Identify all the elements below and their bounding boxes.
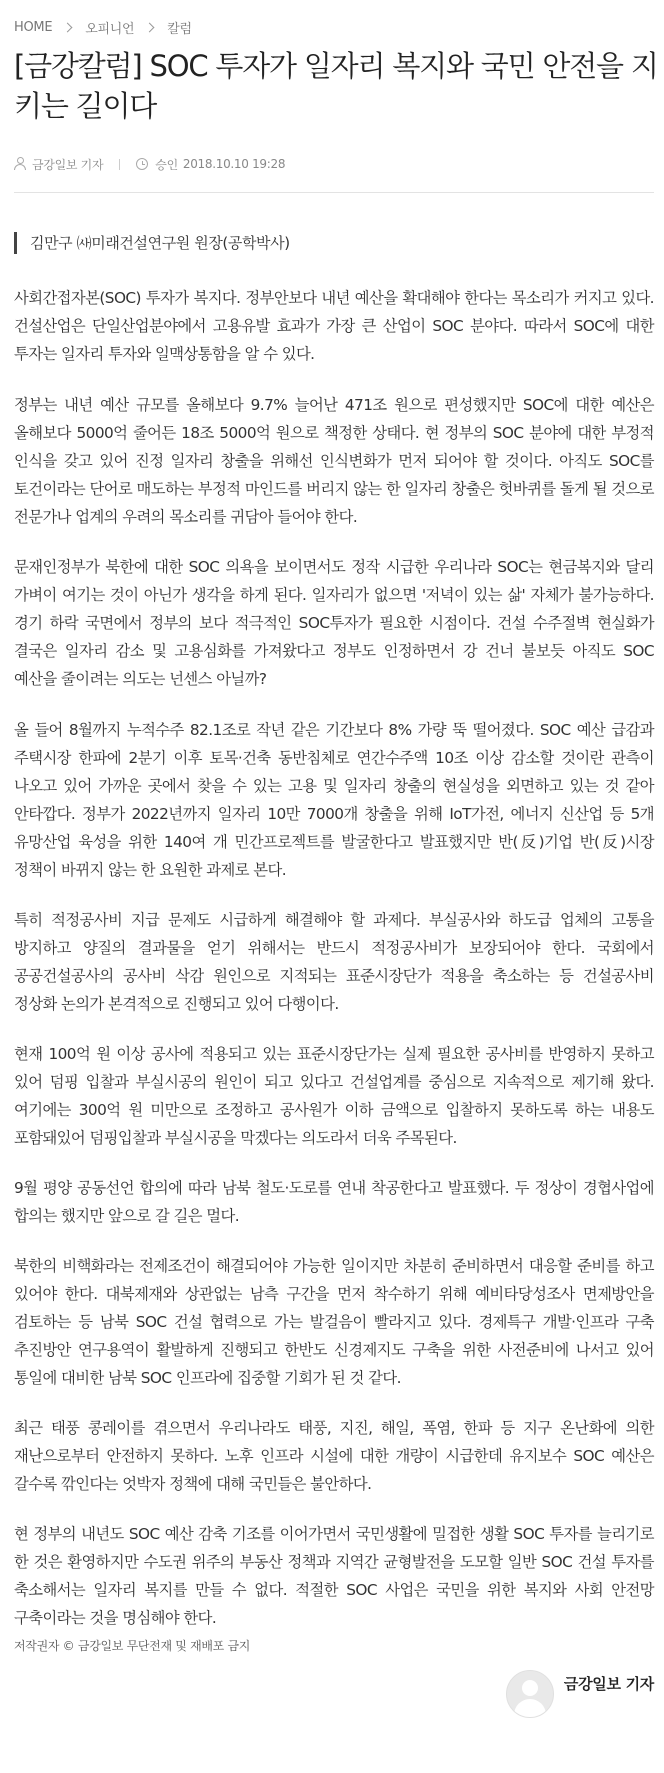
- article-paragraph: 특히 적정공사비 지급 문제도 시급하게 해결해야 할 과제다. 부실공사와 하도급 업체의 고통을 방지하고 양질의 결과물을 얻기 위해서는 반드시 적정공사비가 보장되어야 한다. 국회에서 공공건설공사의 공사비 삭감 원인으로 지적되는 표준시장단가 적용을 축소하는 등 건설공사비 정상화 논의가 본격적으로 진행되고 있어 다행이다.: [14, 911, 654, 1013]
- article-paragraph: 최근 태풍 콩레이를 겪으면서 우리나라도 태풍, 지진, 해일, 폭염, 한파 등 지구 온난화에 의한 재난으로부터 안전하지 못하다. 노후 인프라 시설에 대한 개량이 시급한데 유지보수 SOC 예산은 갈수록 깎인다는 엇박자 정책에 대해 국민들은 불안하다.: [14, 1419, 654, 1493]
- article-paragraph: 올 들어 8월까지 누적수주 82.1조로 작년 같은 기간보다 8% 가량 뚝 떨어졌다. SOC 예산 급감과 주택시장 한파에 2분기 이후 토목·건축 동반침체로 연간수주액 10조 이상 감소할 것이란 관측이 나오고 있어 가까운 곳에서 찾을 수 있는 고용 및 일자리 창출의 현실성을 외면하고 있는 것 같아 안타깝다. 정부가 2022년까지 일자리 10만 7000개 창출을 위해 IoT가전, 에너지 신산업 등 5개 유망산업 육성을 위한 140여 개 민간프로젝트를 발굴한다고 발표했지만 반(反)기업 반(反)시장 정책이 바뀌지 않는 한 요원한 과제로 본다.: [14, 721, 654, 879]
- article-body: [14, 284, 654, 1632]
- article-subtitle: 김만구 ㈔미래건설연구원 원장(공학박사): [14, 232, 290, 254]
- article-paragraph: 사회간접자본(SOC) 투자가 복지다. 정부안보다 내년 예산을 확대해야 한다는 목소리가 커지고 있다. 건설산업은 단일산업분야에서 고용유발 효과가 가장 큰 산업이 SOC 분야다. 따라서 SOC에 대한 투자는 일자리 투자와 일맥상통함을 알 수 있다.: [14, 289, 654, 363]
- author-name[interactable]: 금강일보 기자: [563, 1674, 654, 1693]
- article-paragraph: 북한의 비핵화라는 전제조건이 해결되어야 가능한 일이지만 차분히 준비하면서 대응할 준비를 하고 있어야 한다. 대북제재와 상관없는 남측 구간을 먼저 착수하기 위해 예비타당성조사 면제방안을 검토하는 등 남북 SOC 건설 협력으로 가는 발걸음이 빨라지고 있다. 경제특구 개발·인프라 구축 추진방안 연구용역이 활발하게 진행되고 한반도 신경제지도 구축을 위한 사전준비에 나서고 있어 통일에 대비한 남북 SOC 인프라에 집중할 기회가 된 것 같다.: [14, 1257, 654, 1387]
- article-title: [금강칼럼] SOC 투자가 일자리 복지와 국민 안전을 지키는 길이다: [14, 49, 658, 123]
- breadcrumb-opinion-link[interactable]: 오피니언: [85, 21, 135, 37]
- approved-label: 승인: [155, 157, 178, 172]
- author-box[interactable]: [506, 1664, 654, 1724]
- approved-datetime: 2018.10.10 19:28: [182, 157, 286, 171]
- article-paragraph: 현재 100억 원 이상 공사에 적용되고 있는 표준시장단가는 실제 필요한 공사비를 반영하지 못하고 있어 덤핑 입찰과 부실시공의 원인이 되고 있다고 건설업계를 중심으로 지속적으로 제기해 왔다. 여기에는 300억 원 미만으로 조정하고 공사원가 이하 금액으로 입찰하지 못하도록 하는 내용도 포함돼있어 덤핑입찰과 부실시공을 막겠다는 의도라서 더욱 주목된다.: [14, 1045, 654, 1147]
- breadcrumb-home-link[interactable]: HOME: [14, 19, 53, 35]
- article-paragraph: 정부는 내년 예산 규모를 올해보다 9.7% 늘어난 471조 원으로 편성했지만 SOC에 대한 예산은 올해보다 5000억 줄어든 18조 5000억 원으로 책정한 상태다. 현 정부의 SOC 분야에 대한 부정적 인식을 갖고 있어 진정 일자리 창출을 위해선 인식변화가 먼저 되어야 할 것이다. 아직도 SOC를 토건이라는 단어로 매도하는 부정적 마인드를 버리지 않는 한 일자리 창출은 헛바퀴를 돌게 될 것으로 전문가나 업계의 우려의 목소리를 귀담아 들어야 한다.: [14, 396, 654, 526]
- breadcrumb-column-link[interactable]: 칼럼: [167, 21, 192, 37]
- chevron-right-icon: [145, 22, 155, 32]
- header-divider: [14, 192, 654, 193]
- article-paragraph: 9월 평양 공동선언 합의에 따라 남북 철도·도로를 연내 착공한다고 발표했다. 두 정상이 경협사업에 합의는 했지만 앞으로 갈 길은 멀다.: [14, 1179, 654, 1225]
- article-info: [14, 154, 285, 174]
- person-icon: [14, 157, 26, 171]
- reporter-name: 금강일보 기자: [32, 157, 104, 172]
- default-avatar-icon: [506, 1670, 554, 1718]
- info-divider: [119, 159, 120, 170]
- article-paragraph: 현 정부의 내년도 SOC 예산 감축 기조를 이어가면서 국민생활에 밀접한 생활 SOC 투자를 늘리기로 한 것은 환영하지만 수도권 위주의 부동산 정책과 지역간 균형발전을 도모할 일반 SOC 건설 투자를 축소해서는 일자리 복지를 만들 수 없다. 적절한 SOC 사업은 국민을 위한 복지와 사회 안전망 구축이라는 것을 명심해야 한다.: [14, 1525, 654, 1627]
- clock-icon: [136, 158, 148, 170]
- breadcrumb: [14, 17, 192, 37]
- copyright-notice: 저작권자 © 금강일보 무단전재 및 재배포 금지: [14, 1639, 251, 1653]
- chevron-right-icon: [63, 22, 73, 32]
- article-paragraph: 문재인정부가 북한에 대한 SOC 의욕을 보이면서도 정작 시급한 우리나라 SOC는 현금복지와 달리 가벼이 여기는 것이 아닌가 생각을 하게 된다. 일자리가 없으면 '저녁이 있는 삶' 자체가 불가능하다. 경기 하락 국면에서 정부의 보다 적극적인 SOC투자가 필요한 시점이다. 건설 수주절벽 현실화가 결국은 일자리 감소 및 고용심화를 가져왔다고 정부도 인정하면서 강 건너 불보듯 아직도 SOC 예산을 줄이려는 의도는 넌센스 아닐까?: [14, 558, 654, 688]
